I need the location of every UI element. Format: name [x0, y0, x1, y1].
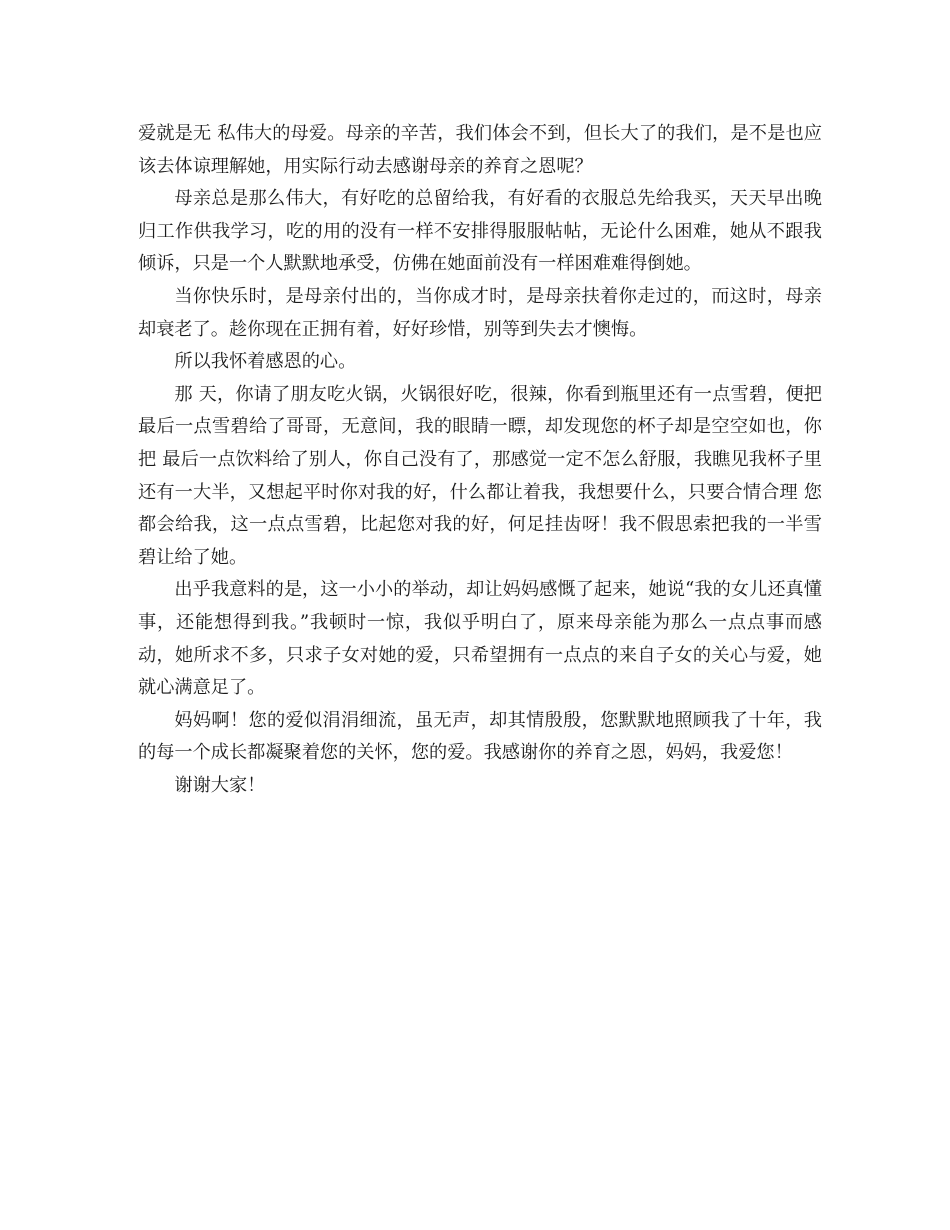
paragraph-6: 出乎我意料的是，这一小小的举动，却让妈妈感慨了起来，她说“我的女儿还真懂事，还能想得到我。”我顿时一惊，我似乎明白了，原来母亲能为那么一点点事而感动，她所求不多，只求子女对她的爱，只希望拥有一点点的来自子女的关心与爱，她就心满意足了。 [138, 579, 822, 699]
paragraph-1: 爱就是无 私伟大的母爱。母亲的辛苦，我们体会不到，但长大了的我们，是不是也应该去体谅理解她，用实际行动去感谢母亲的养育之恩呢？ [138, 123, 822, 177]
document-body [138, 118, 822, 802]
paragraph-5: 那 天，你请了朋友吃火锅，火锅很好吃，很辣，你看到瓶里还有一点雪碧，便把最后一点雪碧给了哥哥，无意间，我的眼睛一瞟，却发现您的杯子却是空空如也，你把 最后一点饮料给了别人，你自己没有了，那感觉一定不怎么舒服，我瞧见我杯子里还有一大半，又想起平时你对我的好，什么都让着我，我想要什么，只要合情合理 您都会给我，这一点点雪碧，比起您对我的好，何足挂齿呀！我不假思索把我的一半雪碧让给了她。 [138, 383, 822, 568]
paragraph-3: 当你快乐时，是母亲付出的，当你成才时，是母亲扶着你走过的，而这时，母亲却衰老了。趁你现在正拥有着，好好珍惜，别等到失去才懊悔。 [138, 285, 822, 340]
paragraph-8: 谢谢大家！ [174, 774, 266, 796]
paragraph-2: 母亲总是那么伟大，有好吃的总留给我，有好看的衣服总先给我买，天天早出晚归工作供我学习，吃的用的没有一样不安排得服服帖帖，无论什么困难，她从不跟我倾诉，只是一个人默默地承受，仿佛在她面前没有一样困难难得倒她。 [138, 188, 822, 275]
paragraph-7: 妈妈啊！您的爱似涓涓细流，虽无声，却其情殷殷，您默默地照顾我了十年，我的每一个成长都凝聚着您的关怀，您的爱。我感谢你的养育之恩，妈妈，我爱您！ [138, 709, 822, 764]
paragraph-4: 所以我怀着感恩的心。 [174, 351, 357, 373]
